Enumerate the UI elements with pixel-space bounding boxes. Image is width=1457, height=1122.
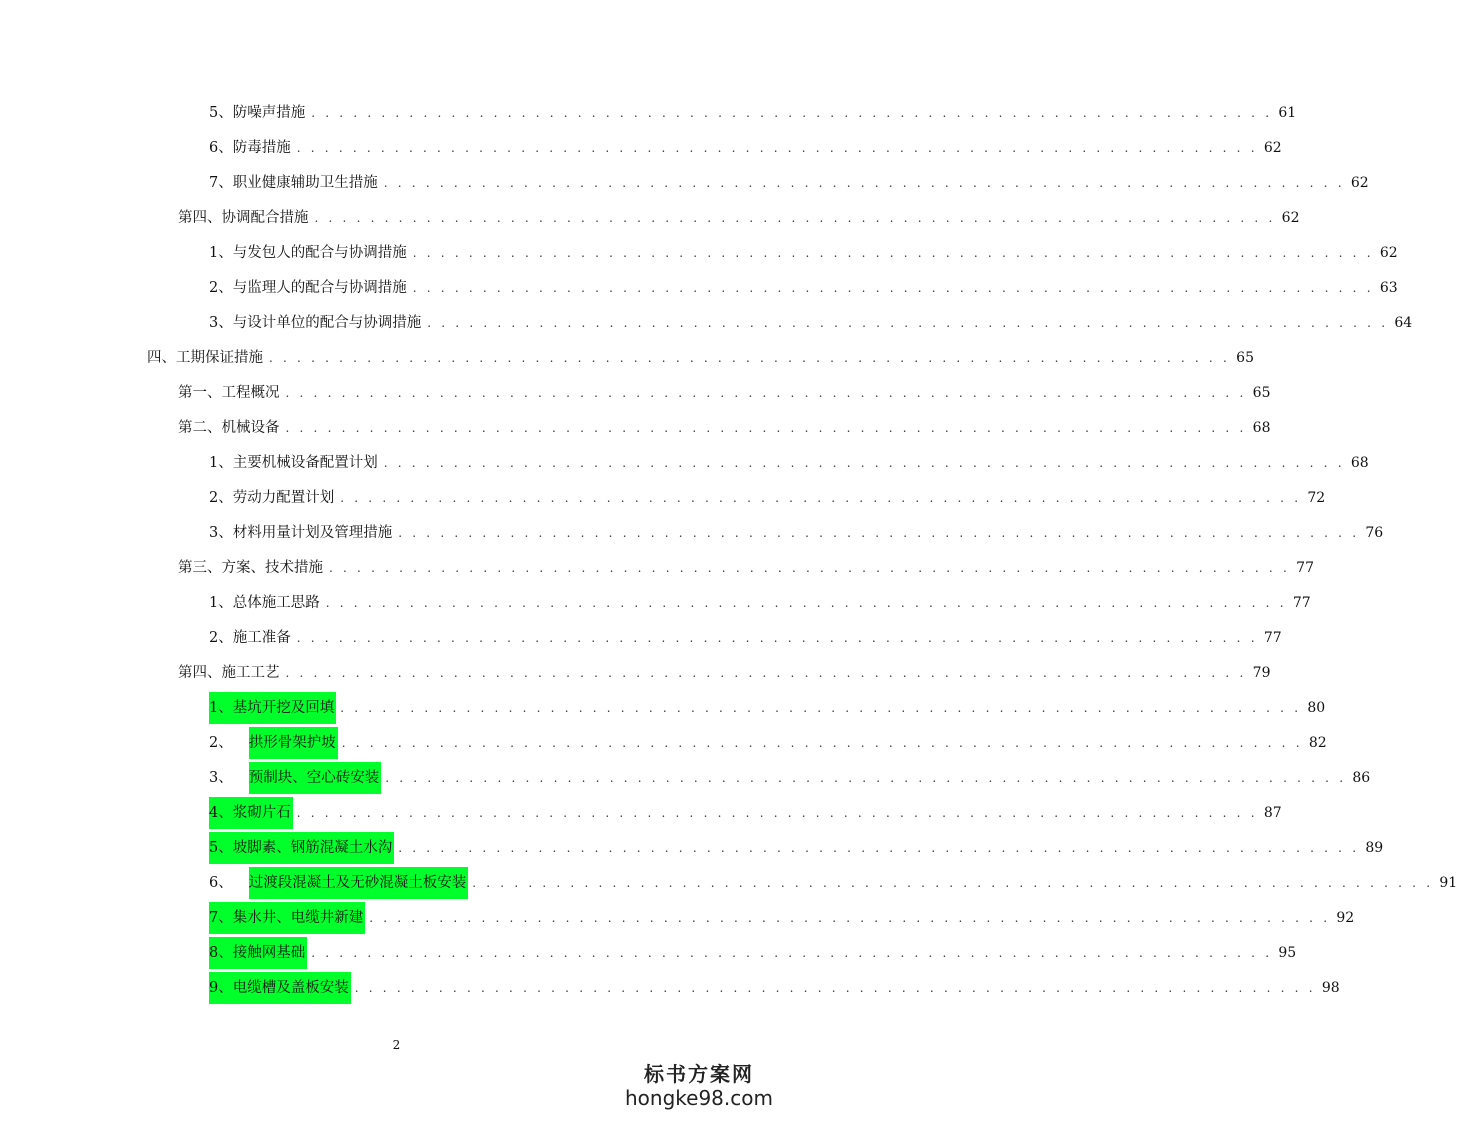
toc-dot-leader: . . . . . . . . . . . . . . . . . . . . . . . . . . . . . . . . . . . . . . . . . . . . . . . . . . . . . . . . . . . . . . . . . . . . . (354, 980, 1316, 995)
toc-entry-page: 77 (1292, 594, 1311, 611)
toc-entry[interactable] (0, 550, 1314, 585)
toc-dot-leader: . . . . . . . . . . . . . . . . . . . . . . . . . . . . . . . . . . . . . . . . . . . . . . . . . . . . . . . . . . . . . . . . . . . . . (285, 420, 1247, 435)
toc-entry-page: 76 (1365, 524, 1384, 541)
toc-entry-page: 77 (1296, 559, 1314, 576)
toc-entry[interactable] (0, 865, 1457, 900)
toc-entry-page: 95 (1278, 944, 1297, 961)
toc-entry-title: 四、工期保证措施 (147, 349, 263, 366)
toc-dot-leader: . . . . . . . . . . . . . . . . . . . . . . . . . . . . . . . . . . . . . . . . . . . . . . . . . . . . . . . . . . . . . . . . . . . . . (472, 875, 1434, 890)
toc-entry-title: 1、基坑开挖及回填 (209, 692, 336, 724)
toc-dot-leader: . . . . . . . . . . . . . . . . . . . . . . . . . . . . . . . . . . . . . . . . . . . . . . . . . . . . . . . . . . . . . . . . . . . . . (398, 840, 1360, 855)
toc-dot-leader: . . . . . . . . . . . . . . . . . . . . . . . . . . . . . . . . . . . . . . . . . . . . . . . . . . . . . . . . . . . . . . . . . . . . . (285, 665, 1247, 680)
toc-entry-page: 92 (1336, 909, 1355, 926)
toc-entry-page: 87 (1263, 804, 1282, 821)
toc-entry[interactable] (0, 655, 1271, 690)
toc-entry-title: 6、防毒措施 (209, 139, 291, 156)
toc-entry-page: 61 (1278, 104, 1297, 121)
toc-entry-title: 拱形骨架护坡 (249, 727, 338, 759)
toc-entry[interactable] (0, 585, 1311, 620)
toc-entry-title: 3、与设计单位的配合与协调措施 (209, 314, 422, 331)
toc-entry-page: 80 (1307, 699, 1326, 716)
toc-entry-page: 72 (1307, 489, 1326, 506)
toc-entry-title: 第四、协调配合措施 (178, 209, 309, 226)
toc-entry-title: 2、施工准备 (209, 629, 291, 646)
toc-entry-page: 68 (1350, 454, 1369, 471)
toc-entry-page: 68 (1252, 419, 1271, 436)
toc-entry-page: 89 (1365, 839, 1384, 856)
toc-dot-leader: . . . . . . . . . . . . . . . . . . . . . . . . . . . . . . . . . . . . . . . . . . . . . . . . . . . . . . . . . . . . . . . . . . . . . (296, 805, 1258, 820)
toc-entry[interactable] (0, 725, 1327, 760)
toc-entry-page: 79 (1252, 664, 1271, 681)
table-of-contents (0, 95, 1457, 1005)
toc-entry[interactable] (0, 305, 1413, 340)
toc-entry-page: 65 (1236, 349, 1254, 366)
toc-entry[interactable] (0, 935, 1297, 970)
toc-entry[interactable] (0, 900, 1355, 935)
toc-entry-title: 2、与监理人的配合与协调措施 (209, 279, 407, 296)
toc-entry-title: 预制块、空心砖安装 (249, 762, 382, 794)
toc-entry-title: 5、坡脚素、钢筋混凝土水沟 (209, 832, 394, 864)
toc-entry-title: 第二、机械设备 (178, 419, 280, 436)
toc-entry[interactable] (0, 340, 1254, 375)
toc-entry-title: 9、电缆槽及盖板安装 (209, 972, 351, 1004)
toc-entry-page: 86 (1352, 769, 1371, 786)
toc-entry-title: 第一、工程概况 (178, 384, 280, 401)
toc-entry-title: 1、主要机械设备配置计划 (209, 454, 378, 471)
toc-entry[interactable] (0, 970, 1340, 1005)
toc-entry-title: 4、浆砌片石 (209, 797, 293, 829)
toc-dot-leader: . . . . . . . . . . . . . . . . . . . . . . . . . . . . . . . . . . . . . . . . . . . . . . . . . . . . . . . . . . . . . . . . . . . . . (412, 245, 1374, 260)
watermark-logo (619, 1062, 779, 1110)
toc-dot-leader: . . . . . . . . . . . . . . . . . . . . . . . . . . . . . . . . . . . . . . . . . . . . . . . . . . . . . . . . . . . . . . . . . . . . . (314, 210, 1276, 225)
toc-entry[interactable] (0, 375, 1271, 410)
toc-entry[interactable] (0, 165, 1369, 200)
toc-entry[interactable] (0, 410, 1271, 445)
toc-entry-title: 1、总体施工思路 (209, 594, 320, 611)
toc-dot-leader: . . . . . . . . . . . . . . . . . . . . . . . . . . . . . . . . . . . . . . . . . . . . . . . . . . . . . . . . . . . . . . . . . . . . . (285, 385, 1247, 400)
toc-entry[interactable] (0, 760, 1371, 795)
toc-entry-number: 2、 (209, 734, 233, 751)
toc-entry-title: 8、接触网基础 (209, 937, 307, 969)
toc-entry-title: 第四、施工工艺 (178, 664, 280, 681)
toc-dot-leader: . . . . . . . . . . . . . . . . . . . . . . . . . . . . . . . . . . . . . . . . . . . . . . . . . . . . . . . . . . . . . . . . . . . . . (325, 595, 1287, 610)
toc-entry[interactable] (0, 830, 1384, 865)
toc-dot-leader: . . . . . . . . . . . . . . . . . . . . . . . . . . . . . . . . . . . . . . . . . . . . . . . . . . . . . . . . . . . . . . . . . . . . . (341, 735, 1303, 750)
toc-entry-page: 82 (1308, 734, 1327, 751)
toc-dot-leader: . . . . . . . . . . . . . . . . . . . . . . . . . . . . . . . . . . . . . . . . . . . . . . . . . . . . . . . . . . . . . . . . . . . . . (340, 700, 1302, 715)
toc-entry-title: 过渡段混凝土及无砂混凝土板安装 (249, 867, 469, 899)
toc-dot-leader: . . . . . . . . . . . . . . . . . . . . . . . . . . . . . . . . . . . . . . . . . . . . . . . . . . . . . . . . . . . . . . . . . . . . . (412, 280, 1374, 295)
toc-entry-page: 98 (1321, 979, 1340, 996)
toc-dot-leader: . . . . . . . . . . . . . . . . . . . . . . . . . . . . . . . . . . . . . . . . . . . . . . . . . . . . . . . . . . . . . . . . . . . . . (269, 350, 1230, 365)
toc-dot-leader: . . . . . . . . . . . . . . . . . . . . . . . . . . . . . . . . . . . . . . . . . . . . . . . . . . . . . . . . . . . . . . . . . . . . . (329, 560, 1290, 575)
watermark-url: hongke98.com (625, 1086, 773, 1110)
toc-dot-leader: . . . . . . . . . . . . . . . . . . . . . . . . . . . . . . . . . . . . . . . . . . . . . . . . . . . . . . . . . . . . . . . . . . . . . (311, 945, 1273, 960)
toc-entry-title: 7、集水井、电缆井新建 (209, 902, 365, 934)
toc-entry[interactable] (0, 795, 1282, 830)
toc-entry[interactable] (0, 200, 1300, 235)
toc-entry[interactable] (0, 270, 1398, 305)
toc-entry[interactable] (0, 235, 1398, 270)
toc-dot-leader: . . . . . . . . . . . . . . . . . . . . . . . . . . . . . . . . . . . . . . . . . . . . . . . . . . . . . . . . . . . . . . . . . . . . . (385, 770, 1347, 785)
toc-entry[interactable] (0, 445, 1369, 480)
toc-dot-leader: . . . . . . . . . . . . . . . . . . . . . . . . . . . . . . . . . . . . . . . . . . . . . . . . . . . . . . . . . . . . . . . . . . . . . (296, 630, 1258, 645)
watermark-site-name: 标书方案网 (644, 1062, 754, 1086)
toc-dot-leader: . . . . . . . . . . . . . . . . . . . . . . . . . . . . . . . . . . . . . . . . . . . . . . . . . . . . . . . . . . . . . . . . . . . . . (340, 490, 1302, 505)
toc-entry[interactable] (0, 690, 1326, 725)
toc-entry-title: 3、材料用量计划及管理措施 (209, 524, 393, 541)
toc-entry-page: 91 (1439, 874, 1457, 891)
toc-entry-title: 2、劳动力配置计划 (209, 489, 335, 506)
toc-dot-leader: . . . . . . . . . . . . . . . . . . . . . . . . . . . . . . . . . . . . . . . . . . . . . . . . . . . . . . . . . . . . . . . . . . . . . (311, 105, 1273, 120)
toc-entry-page: 62 (1350, 174, 1369, 191)
toc-entry[interactable] (0, 480, 1326, 515)
toc-dot-leader: . . . . . . . . . . . . . . . . . . . . . . . . . . . . . . . . . . . . . . . . . . . . . . . . . . . . . . . . . . . . . . . . . . . . . (369, 910, 1331, 925)
toc-dot-leader: . . . . . . . . . . . . . . . . . . . . . . . . . . . . . . . . . . . . . . . . . . . . . . . . . . . . . . . . . . . . . . . . . . . . . (398, 525, 1360, 540)
toc-entry[interactable] (0, 620, 1282, 655)
toc-entry-page: 63 (1379, 279, 1398, 296)
toc-entry-page: 62 (1281, 209, 1300, 226)
toc-entry-number: 3、 (209, 769, 233, 786)
page-number: 2 (392, 1038, 401, 1052)
toc-entry-page: 64 (1394, 314, 1413, 331)
toc-entry-number: 6、 (209, 874, 233, 891)
toc-entry-page: 65 (1252, 384, 1271, 401)
toc-entry-title: 第三、方案、技术措施 (178, 559, 323, 576)
toc-entry[interactable] (0, 130, 1282, 165)
toc-entry-title: 1、与发包人的配合与协调措施 (209, 244, 407, 261)
toc-entry-title: 5、防噪声措施 (209, 104, 306, 121)
toc-entry[interactable] (0, 515, 1384, 550)
toc-dot-leader: . . . . . . . . . . . . . . . . . . . . . . . . . . . . . . . . . . . . . . . . . . . . . . . . . . . . . . . . . . . . . . . . . . . . . (383, 175, 1345, 190)
toc-entry-page: 62 (1379, 244, 1398, 261)
toc-entry-title: 7、职业健康辅助卫生措施 (209, 174, 378, 191)
toc-entry-page: 62 (1263, 139, 1282, 156)
toc-entry[interactable] (0, 95, 1297, 130)
toc-dot-leader: . . . . . . . . . . . . . . . . . . . . . . . . . . . . . . . . . . . . . . . . . . . . . . . . . . . . . . . . . . . . . . . . . . . . . (383, 455, 1345, 470)
toc-entry-page: 77 (1263, 629, 1282, 646)
toc-dot-leader: . . . . . . . . . . . . . . . . . . . . . . . . . . . . . . . . . . . . . . . . . . . . . . . . . . . . . . . . . . . . . . . . . . . . . (296, 140, 1258, 155)
toc-dot-leader: . . . . . . . . . . . . . . . . . . . . . . . . . . . . . . . . . . . . . . . . . . . . . . . . . . . . . . . . . . . . . . . . . . . . . (427, 315, 1389, 330)
